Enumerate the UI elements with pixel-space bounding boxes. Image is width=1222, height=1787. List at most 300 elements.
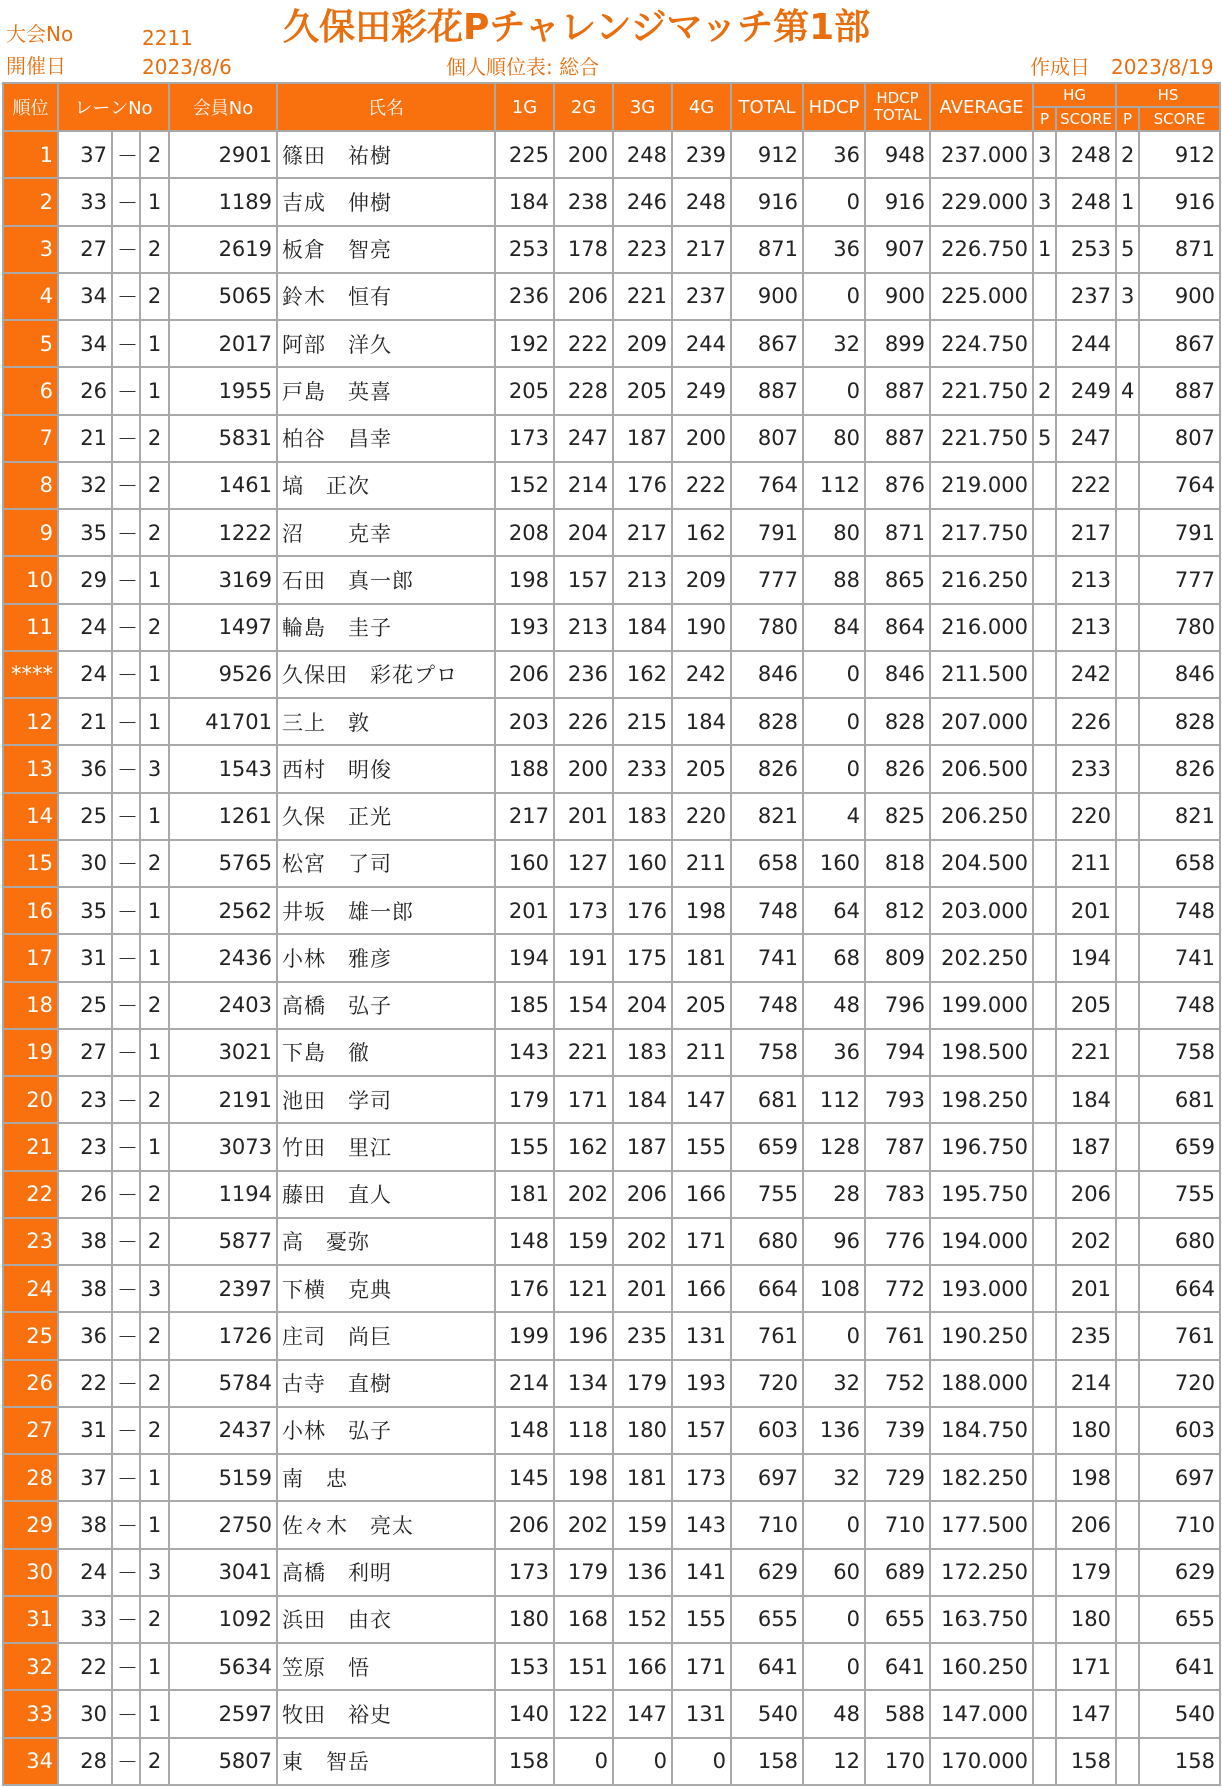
lane-separator: － [112, 226, 140, 273]
game-4-cell: 244 [672, 320, 731, 367]
table-row [3, 698, 1220, 745]
game-4-cell: 211 [672, 1029, 731, 1076]
hs-position-cell [1116, 1360, 1139, 1407]
lane-cell: 24 [58, 604, 112, 651]
hs-position-cell [1116, 556, 1139, 603]
player-name-cell: 竹田 里江 [277, 1123, 495, 1170]
hdcp-cell: 0 [803, 367, 865, 414]
table-row [3, 367, 1220, 414]
player-name-cell: 三上 敦 [277, 698, 495, 745]
rank-cell: 8 [3, 462, 58, 509]
rank-cell: 9 [3, 509, 58, 556]
hg-position-cell: 1 [1033, 226, 1056, 273]
rank-cell: 2 [3, 178, 58, 225]
col-name: 氏名 [277, 83, 495, 131]
hdcp-total-cell: 793 [865, 1076, 930, 1123]
hdcp-cell: 0 [803, 273, 865, 320]
rank-cell: 26 [3, 1360, 58, 1407]
lane-separator: － [112, 1029, 140, 1076]
game-2-cell: 0 [554, 1738, 613, 1785]
hs-score-cell: 867 [1139, 320, 1220, 367]
game-1-cell: 180 [495, 1596, 554, 1643]
lane-separator: － [112, 415, 140, 462]
hdcp-total-cell: 864 [865, 604, 930, 651]
hg-position-cell [1033, 1171, 1056, 1218]
game-2-cell: 118 [554, 1407, 613, 1454]
hs-score-cell: 710 [1139, 1501, 1220, 1548]
game-4-cell: 166 [672, 1171, 731, 1218]
total-cell: 871 [731, 226, 803, 273]
game-3-cell: 152 [613, 1596, 672, 1643]
player-name-cell: 南 忠 [277, 1454, 495, 1501]
rank-cell: 12 [3, 698, 58, 745]
hdcp-total-cell: 729 [865, 1454, 930, 1501]
game-2-cell: 200 [554, 131, 613, 178]
hg-score-cell: 237 [1056, 273, 1116, 320]
game-2-cell: 154 [554, 982, 613, 1029]
hs-position-cell [1116, 1690, 1139, 1737]
game-2-cell: 226 [554, 698, 613, 745]
rank-cell: 27 [3, 1407, 58, 1454]
lane-separator: － [112, 1596, 140, 1643]
average-cell: 188.000 [930, 1360, 1033, 1407]
member-no-cell: 2017 [169, 320, 277, 367]
hdcp-total-cell: 899 [865, 320, 930, 367]
lane-separator: － [112, 1549, 140, 1596]
lane-separator: － [112, 1501, 140, 1548]
hs-position-cell [1116, 1454, 1139, 1501]
hs-score-cell: 900 [1139, 273, 1220, 320]
game-3-cell: 180 [613, 1407, 672, 1454]
game-4-cell: 131 [672, 1312, 731, 1359]
member-no-cell: 2437 [169, 1407, 277, 1454]
game-1-cell: 179 [495, 1076, 554, 1123]
total-cell: 807 [731, 415, 803, 462]
table-row [3, 1029, 1220, 1076]
col-game-1: 1G [495, 83, 554, 131]
table-row [3, 887, 1220, 934]
member-no-cell: 5159 [169, 1454, 277, 1501]
hdcp-cell: 160 [803, 840, 865, 887]
lane-separator: － [112, 934, 140, 981]
lane-cell: 36 [58, 745, 112, 792]
hg-score-cell: 217 [1056, 509, 1116, 556]
hg-position-cell [1033, 320, 1056, 367]
table-row [3, 320, 1220, 367]
hg-score-cell: 247 [1056, 415, 1116, 462]
total-cell: 659 [731, 1123, 803, 1170]
hs-position-cell [1116, 1218, 1139, 1265]
average-cell: 217.750 [930, 509, 1033, 556]
col-game-3: 3G [613, 83, 672, 131]
average-cell: 177.500 [930, 1501, 1033, 1548]
game-1-cell: 173 [495, 1549, 554, 1596]
hs-position-cell: 4 [1116, 367, 1139, 414]
game-3-cell: 205 [613, 367, 672, 414]
player-name-cell: 阿部 洋久 [277, 320, 495, 367]
member-no-cell: 2901 [169, 131, 277, 178]
game-1-cell: 153 [495, 1643, 554, 1690]
hs-score-cell: 821 [1139, 793, 1220, 840]
hs-position-cell: 3 [1116, 273, 1139, 320]
hs-score-cell: 828 [1139, 698, 1220, 745]
hg-score-cell: 180 [1056, 1596, 1116, 1643]
hdcp-cell: 48 [803, 982, 865, 1029]
lane-sub-cell: 2 [140, 982, 169, 1029]
average-cell: 224.750 [930, 320, 1033, 367]
lane-separator: － [112, 1218, 140, 1265]
hs-score-cell: 697 [1139, 1454, 1220, 1501]
lane-cell: 24 [58, 651, 112, 698]
hg-position-cell [1033, 887, 1056, 934]
game-1-cell: 185 [495, 982, 554, 1029]
hdcp-total-cell: 739 [865, 1407, 930, 1454]
hg-score-cell: 213 [1056, 604, 1116, 651]
rank-cell: 34 [3, 1738, 58, 1785]
hs-score-cell: 658 [1139, 840, 1220, 887]
table-row [3, 840, 1220, 887]
player-name-cell: 鈴木 恒有 [277, 273, 495, 320]
member-no-cell: 9526 [169, 651, 277, 698]
lane-sub-cell: 2 [140, 1360, 169, 1407]
hg-score-cell: 187 [1056, 1123, 1116, 1170]
game-2-cell: 151 [554, 1643, 613, 1690]
member-no-cell: 3073 [169, 1123, 277, 1170]
rank-cell: **** [3, 651, 58, 698]
lane-cell: 31 [58, 934, 112, 981]
game-3-cell: 179 [613, 1360, 672, 1407]
game-1-cell: 208 [495, 509, 554, 556]
hs-score-cell: 780 [1139, 604, 1220, 651]
game-1-cell: 205 [495, 367, 554, 414]
hdcp-total-cell: 655 [865, 1596, 930, 1643]
lane-cell: 25 [58, 982, 112, 1029]
hs-score-cell: 681 [1139, 1076, 1220, 1123]
hdcp-cell: 0 [803, 1643, 865, 1690]
hg-score-cell: 179 [1056, 1549, 1116, 1596]
lane-sub-cell: 1 [140, 1690, 169, 1737]
col-hdcp-total-line1: HDCP [876, 89, 919, 107]
hg-score-cell: 198 [1056, 1454, 1116, 1501]
member-no-cell: 1955 [169, 367, 277, 414]
game-2-cell: 214 [554, 462, 613, 509]
player-name-cell: 高 憂弥 [277, 1218, 495, 1265]
game-4-cell: 249 [672, 367, 731, 414]
hs-score-cell: 916 [1139, 178, 1220, 225]
lane-cell: 33 [58, 1596, 112, 1643]
total-cell: 780 [731, 604, 803, 651]
average-cell: 226.750 [930, 226, 1033, 273]
game-2-cell: 162 [554, 1123, 613, 1170]
lane-sub-cell: 1 [140, 1643, 169, 1690]
game-1-cell: 203 [495, 698, 554, 745]
average-cell: 198.500 [930, 1029, 1033, 1076]
player-name-cell: 吉成 伸樹 [277, 178, 495, 225]
lane-sub-cell: 1 [140, 1029, 169, 1076]
lane-cell: 38 [58, 1218, 112, 1265]
member-no-cell: 2397 [169, 1265, 277, 1312]
hg-position-cell [1033, 651, 1056, 698]
total-cell: 758 [731, 1029, 803, 1076]
total-cell: 664 [731, 1265, 803, 1312]
hdcp-cell: 96 [803, 1218, 865, 1265]
lane-separator: － [112, 1690, 140, 1737]
hdcp-total-cell: 796 [865, 982, 930, 1029]
average-cell: 203.000 [930, 887, 1033, 934]
hdcp-total-cell: 689 [865, 1549, 930, 1596]
hs-position-cell [1116, 415, 1139, 462]
rank-cell: 3 [3, 226, 58, 273]
hs-position-cell: 1 [1116, 178, 1139, 225]
average-cell: 172.250 [930, 1549, 1033, 1596]
player-name-cell: 柏谷 昌幸 [277, 415, 495, 462]
player-name-cell: 下横 克典 [277, 1265, 495, 1312]
col-hg-score: SCORE [1056, 107, 1116, 131]
game-1-cell: 206 [495, 1501, 554, 1548]
lane-separator: － [112, 1312, 140, 1359]
hdcp-cell: 108 [803, 1265, 865, 1312]
game-1-cell: 199 [495, 1312, 554, 1359]
lane-separator: － [112, 1171, 140, 1218]
hs-position-cell [1116, 1123, 1139, 1170]
hs-position-cell [1116, 509, 1139, 556]
average-cell: 195.750 [930, 1171, 1033, 1218]
hg-score-cell: 233 [1056, 745, 1116, 792]
table-row [3, 604, 1220, 651]
rank-cell: 17 [3, 934, 58, 981]
table-row [3, 793, 1220, 840]
hg-score-cell: 213 [1056, 556, 1116, 603]
lane-cell: 38 [58, 1501, 112, 1548]
lane-cell: 27 [58, 1029, 112, 1076]
game-4-cell: 155 [672, 1596, 731, 1643]
game-4-cell: 181 [672, 934, 731, 981]
lane-sub-cell: 2 [140, 1218, 169, 1265]
lane-separator: － [112, 556, 140, 603]
hs-score-cell: 655 [1139, 1596, 1220, 1643]
player-name-cell: 笠原 悟 [277, 1643, 495, 1690]
lane-cell: 34 [58, 320, 112, 367]
lane-sub-cell: 2 [140, 840, 169, 887]
hdcp-total-cell: 752 [865, 1360, 930, 1407]
hs-score-cell: 764 [1139, 462, 1220, 509]
player-name-cell: 小林 弘子 [277, 1407, 495, 1454]
hg-score-cell: 253 [1056, 226, 1116, 273]
hg-score-cell: 206 [1056, 1171, 1116, 1218]
game-2-cell: 157 [554, 556, 613, 603]
lane-separator: － [112, 745, 140, 792]
hg-position-cell [1033, 604, 1056, 651]
table-row [3, 556, 1220, 603]
rank-cell: 6 [3, 367, 58, 414]
lane-sub-cell: 1 [140, 887, 169, 934]
member-no-cell: 1543 [169, 745, 277, 792]
total-cell: 764 [731, 462, 803, 509]
game-1-cell: 236 [495, 273, 554, 320]
rank-cell: 11 [3, 604, 58, 651]
rank-cell: 33 [3, 1690, 58, 1737]
game-1-cell: 192 [495, 320, 554, 367]
lane-sub-cell: 2 [140, 462, 169, 509]
hg-score-cell: 184 [1056, 1076, 1116, 1123]
total-cell: 777 [731, 556, 803, 603]
lane-separator: － [112, 887, 140, 934]
lane-sub-cell: 1 [140, 651, 169, 698]
lane-sub-cell: 1 [140, 934, 169, 981]
lane-sub-cell: 2 [140, 131, 169, 178]
game-1-cell: 158 [495, 1738, 554, 1785]
lane-cell: 36 [58, 1312, 112, 1359]
member-no-cell: 3169 [169, 556, 277, 603]
rank-cell: 22 [3, 1171, 58, 1218]
lane-sub-cell: 1 [140, 793, 169, 840]
lane-cell: 31 [58, 1407, 112, 1454]
player-name-cell: 藤田 直人 [277, 1171, 495, 1218]
game-3-cell: 183 [613, 793, 672, 840]
rank-cell: 18 [3, 982, 58, 1029]
hdcp-total-cell: 787 [865, 1123, 930, 1170]
hg-position-cell [1033, 1265, 1056, 1312]
hdcp-cell: 68 [803, 934, 865, 981]
hs-position-cell [1116, 1312, 1139, 1359]
hdcp-cell: 84 [803, 604, 865, 651]
member-no-cell: 3041 [169, 1549, 277, 1596]
player-name-cell: 戸島 英喜 [277, 367, 495, 414]
hdcp-total-cell: 783 [865, 1171, 930, 1218]
col-hs: HS [1116, 83, 1220, 107]
average-cell: 196.750 [930, 1123, 1033, 1170]
table-row [3, 1312, 1220, 1359]
game-2-cell: 168 [554, 1596, 613, 1643]
lane-separator: － [112, 1407, 140, 1454]
hdcp-cell: 0 [803, 1501, 865, 1548]
rank-cell: 1 [3, 131, 58, 178]
hs-score-cell: 603 [1139, 1407, 1220, 1454]
game-1-cell: 201 [495, 887, 554, 934]
total-cell: 887 [731, 367, 803, 414]
player-name-cell: 小林 雅彦 [277, 934, 495, 981]
table-row [3, 651, 1220, 698]
game-3-cell: 0 [613, 1738, 672, 1785]
ranking-rows [3, 131, 1220, 1785]
average-cell: 202.250 [930, 934, 1033, 981]
rank-cell: 32 [3, 1643, 58, 1690]
game-3-cell: 181 [613, 1454, 672, 1501]
game-3-cell: 233 [613, 745, 672, 792]
member-no-cell: 5831 [169, 415, 277, 462]
game-2-cell: 198 [554, 1454, 613, 1501]
total-cell: 846 [731, 651, 803, 698]
total-cell: 755 [731, 1171, 803, 1218]
ranking-table [2, 82, 1221, 1786]
average-cell: 219.000 [930, 462, 1033, 509]
hg-position-cell [1033, 1029, 1056, 1076]
average-cell: 163.750 [930, 1596, 1033, 1643]
hdcp-cell: 0 [803, 698, 865, 745]
hdcp-cell: 80 [803, 415, 865, 462]
average-cell: 147.000 [930, 1690, 1033, 1737]
event-date: 2023/8/6 [142, 55, 232, 79]
hg-score-cell: 235 [1056, 1312, 1116, 1359]
game-2-cell: 236 [554, 651, 613, 698]
member-no-cell: 5807 [169, 1738, 277, 1785]
table-row [3, 415, 1220, 462]
lane-separator: － [112, 178, 140, 225]
table-row [3, 745, 1220, 792]
average-cell: 170.000 [930, 1738, 1033, 1785]
game-1-cell: 173 [495, 415, 554, 462]
hg-position-cell [1033, 1312, 1056, 1359]
member-no-cell: 1092 [169, 1596, 277, 1643]
player-name-cell: 下島 徹 [277, 1029, 495, 1076]
total-cell: 697 [731, 1454, 803, 1501]
hdcp-total-cell: 948 [865, 131, 930, 178]
hdcp-cell: 12 [803, 1738, 865, 1785]
col-hs-p: P [1116, 107, 1139, 131]
col-average: AVERAGE [930, 83, 1033, 131]
total-cell: 641 [731, 1643, 803, 1690]
total-cell: 748 [731, 982, 803, 1029]
hg-position-cell [1033, 1501, 1056, 1548]
table-row [3, 178, 1220, 225]
game-1-cell: 206 [495, 651, 554, 698]
hdcp-total-cell: 825 [865, 793, 930, 840]
hg-position-cell [1033, 273, 1056, 320]
hdcp-total-cell: 887 [865, 367, 930, 414]
game-2-cell: 202 [554, 1171, 613, 1218]
lane-sub-cell: 2 [140, 1596, 169, 1643]
hg-score-cell: 158 [1056, 1738, 1116, 1785]
hs-score-cell: 755 [1139, 1171, 1220, 1218]
game-3-cell: 184 [613, 604, 672, 651]
member-no-cell: 2619 [169, 226, 277, 273]
table-row [3, 934, 1220, 981]
lane-separator: － [112, 651, 140, 698]
lane-sub-cell: 1 [140, 1454, 169, 1501]
member-no-cell: 41701 [169, 698, 277, 745]
rank-cell: 4 [3, 273, 58, 320]
game-1-cell: 145 [495, 1454, 554, 1501]
game-4-cell: 198 [672, 887, 731, 934]
hs-position-cell [1116, 698, 1139, 745]
total-cell: 655 [731, 1596, 803, 1643]
member-no-cell: 1497 [169, 604, 277, 651]
rank-cell: 15 [3, 840, 58, 887]
game-3-cell: 184 [613, 1076, 672, 1123]
hg-score-cell: 180 [1056, 1407, 1116, 1454]
hdcp-cell: 80 [803, 509, 865, 556]
total-cell: 867 [731, 320, 803, 367]
lane-cell: 38 [58, 1265, 112, 1312]
player-name-cell: 西村 明俊 [277, 745, 495, 792]
member-no-cell: 1461 [169, 462, 277, 509]
rank-cell: 20 [3, 1076, 58, 1123]
member-no-cell: 5065 [169, 273, 277, 320]
lane-separator: － [112, 840, 140, 887]
player-name-cell: 井坂 雄一郎 [277, 887, 495, 934]
report-header [0, 0, 1222, 80]
player-name-cell: 東 智岳 [277, 1738, 495, 1785]
hg-score-cell: 248 [1056, 178, 1116, 225]
game-3-cell: 176 [613, 887, 672, 934]
hs-score-cell: 846 [1139, 651, 1220, 698]
player-name-cell: 石田 真一郎 [277, 556, 495, 603]
hs-position-cell [1116, 982, 1139, 1029]
game-3-cell: 159 [613, 1501, 672, 1548]
game-3-cell: 187 [613, 415, 672, 462]
hdcp-total-cell: 812 [865, 887, 930, 934]
game-1-cell: 217 [495, 793, 554, 840]
